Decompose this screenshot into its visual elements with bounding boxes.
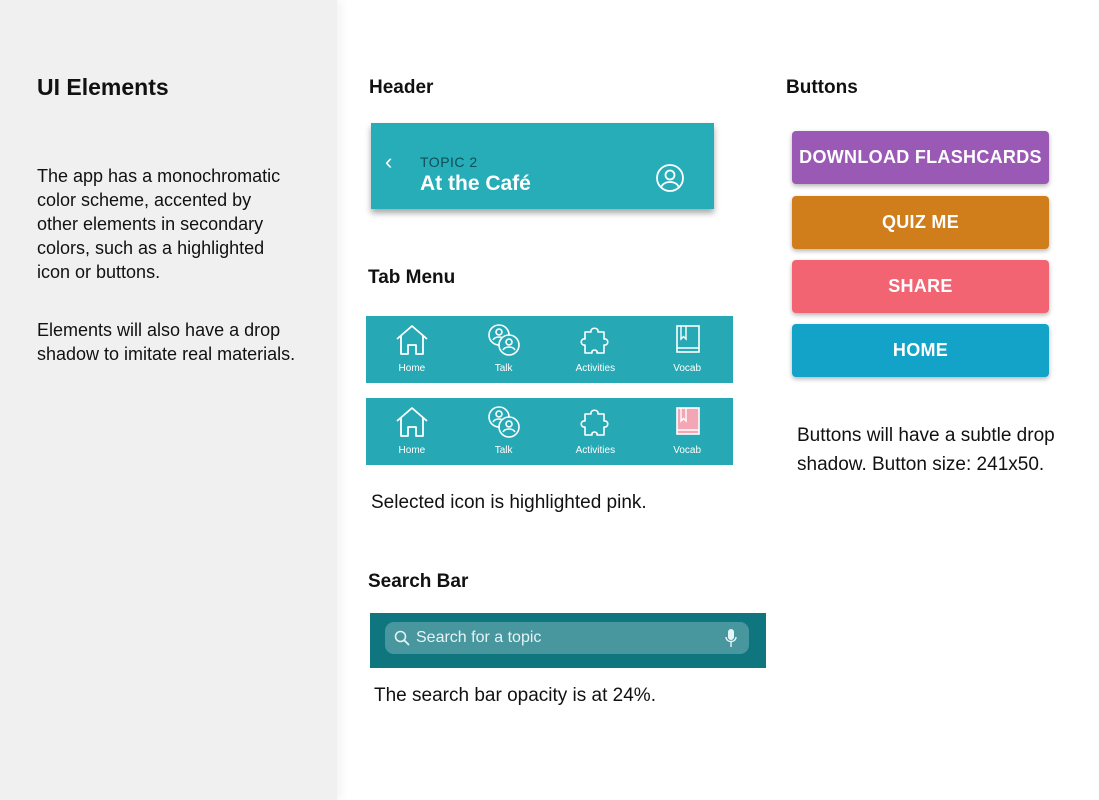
tab-home[interactable] (366, 316, 458, 383)
header-topic-label: TOPIC 2 (420, 154, 478, 170)
search-section-title: Search Bar (368, 571, 469, 592)
tab-talk[interactable] (458, 316, 550, 383)
tab-label: Activities (575, 445, 616, 456)
share-button[interactable]: SHARE (792, 260, 1049, 313)
tab-activities[interactable] (550, 398, 642, 465)
home-icon (393, 405, 431, 439)
tab-label: Talk (494, 363, 513, 374)
header-section-title: Header (369, 77, 434, 98)
tab-menu-section-title: Tab Menu (368, 267, 456, 288)
chevron-left-icon[interactable]: ‹ (385, 149, 393, 174)
app-header-example (371, 123, 714, 209)
user-circle-icon[interactable] (655, 163, 685, 193)
tab-label: Vocab (673, 445, 702, 456)
tab-menu-caption: Selected icon is highlighted pink. (371, 492, 647, 513)
tab-label: Home (398, 363, 426, 374)
download-flashcards-button[interactable]: DOWNLOAD FLASHCARDS (792, 131, 1049, 184)
tab-talk[interactable] (458, 398, 550, 465)
search-caption: The search bar opacity is at 24%. (374, 685, 656, 706)
microphone-icon[interactable] (725, 628, 737, 648)
home-button[interactable]: HOME (792, 324, 1049, 377)
talk-icon (485, 323, 523, 357)
book-icon (668, 323, 706, 357)
tab-label: Activities (575, 363, 616, 374)
talk-icon (485, 405, 523, 439)
page-title: UI Elements (37, 74, 169, 100)
tab-label: Home (398, 445, 426, 456)
tab-activities[interactable] (550, 316, 642, 383)
search-placeholder: Search for a topic (416, 629, 542, 646)
description-paragraph: The app has a monochromatic color scheme, accented by other elements in secondary colors, such as a highlighted icon or buttons. (37, 166, 281, 282)
home-icon (393, 323, 431, 357)
tab-vocab-selected[interactable] (641, 398, 733, 465)
tab-bar-selected (366, 398, 733, 465)
puzzle-icon (576, 323, 614, 357)
left-panel (0, 0, 337, 800)
quiz-me-button[interactable]: QUIZ ME (792, 196, 1049, 249)
search-input[interactable] (385, 622, 749, 654)
search-bar-example (370, 613, 766, 668)
puzzle-icon (576, 405, 614, 439)
tab-label: Vocab (673, 363, 702, 374)
tab-bar-default (366, 316, 733, 383)
header-title: At the Café (420, 172, 531, 195)
tab-home[interactable] (366, 398, 458, 465)
tab-vocab[interactable] (641, 316, 733, 383)
tab-label: Talk (494, 445, 513, 456)
buttons-section-title: Buttons (786, 77, 858, 98)
search-icon (394, 630, 410, 646)
description-paragraph-shadow: Elements will also have a drop shadow to imitate real materials. (37, 320, 296, 364)
book-icon-highlighted (668, 405, 706, 439)
buttons-caption: Buttons will have a subtle drop shadow. Button size: 241x50. (797, 425, 1055, 475)
